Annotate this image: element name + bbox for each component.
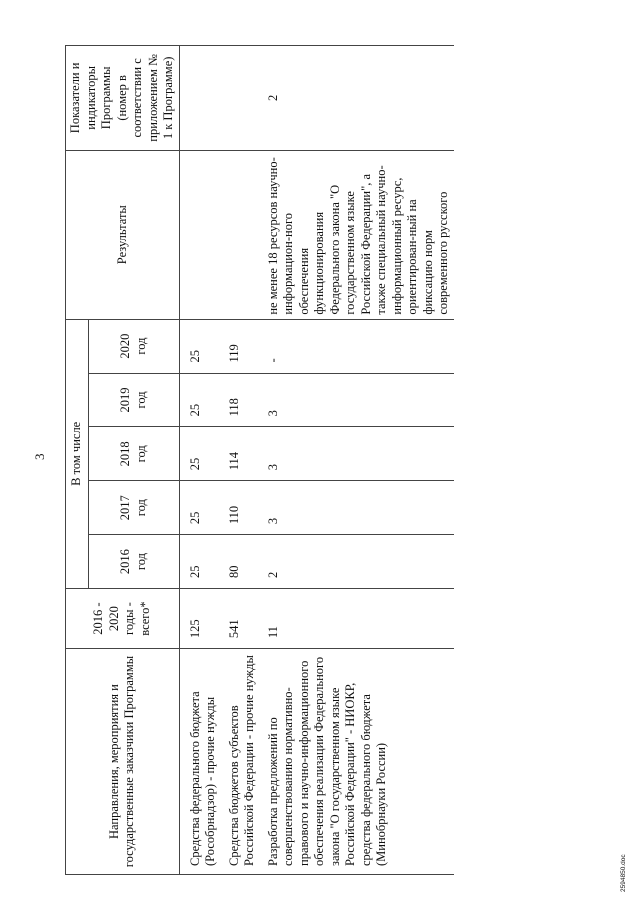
page-number: 3 (32, 453, 47, 460)
header-including: В том числе (66, 319, 89, 588)
row-value-2016: 80 (221, 535, 260, 589)
row-value-2017: 3 (260, 481, 454, 535)
row-value-2016: 2 (260, 535, 454, 589)
row-value-2020: - (260, 319, 454, 373)
row-results: не менее 18 ресурсов научно-информацион-ного обеспечения функционирования Федерального закона "О государственном языке Российской Федерации", а также специальный научно-информационный ресурс, ориентирован-ный на фиксацию норм современного русского (260, 150, 454, 319)
row-value-2019: 118 (221, 373, 260, 427)
row-value-2018: 114 (221, 427, 260, 481)
table-row (179, 46, 221, 875)
row-value-2016: 25 (179, 535, 221, 589)
header-year: 2018 год (88, 427, 179, 481)
header-year: 2020 год (88, 319, 179, 373)
row-value-2020: 119 (221, 319, 260, 373)
row-value-2017: 110 (221, 481, 260, 535)
table-row (221, 46, 260, 875)
header-total: 2016 - 2020 годы - всего* (66, 589, 180, 649)
row-value-2018: 25 (179, 427, 221, 481)
row-value-2018: 3 (260, 427, 454, 481)
row-indicators (221, 46, 260, 151)
row-value-2019: 25 (179, 373, 221, 427)
row-value-2017: 25 (179, 481, 221, 535)
row-name: Разработка предложений по совершенствованию нормативно-правового и научно-информационного обеспечения реализации Федерального закона "О государственном языке Российской Федерации" - НИОКР, средства федерального бюджета (Минобрнауки России) (260, 649, 454, 875)
header-indicators: Показатели и индикаторы Программы (номер в соответствии с приложением № 1 к Программе) (66, 46, 180, 151)
row-value-2020: 25 (179, 319, 221, 373)
header-results: Результаты (66, 150, 180, 319)
row-total: 11 (260, 589, 454, 649)
header-directions: Направления, мероприятия и государственные заказчики Программы (66, 649, 180, 875)
row-name: Средства федерального бюджета (Рособрнадзор) - прочие нужды (179, 649, 221, 875)
row-total: 125 (179, 589, 221, 649)
row-results (179, 150, 221, 319)
header-year: 2016 год (88, 535, 179, 589)
header-year: 2019 год (88, 373, 179, 427)
header-year: 2017 год (88, 481, 179, 535)
table-header-row (66, 46, 89, 875)
program-activities-table (65, 45, 454, 875)
document-code: 2594850.doc (620, 854, 627, 892)
row-results (221, 150, 260, 319)
row-indicators (179, 46, 221, 151)
table-row (260, 46, 454, 875)
row-total: 541 (221, 589, 260, 649)
row-value-2019: 3 (260, 373, 454, 427)
rotated-table-container (65, 45, 570, 875)
row-indicators: 2 (260, 46, 454, 151)
row-name: Средства бюджетов субъектов Российской Федерации - прочие нужды (221, 649, 260, 875)
